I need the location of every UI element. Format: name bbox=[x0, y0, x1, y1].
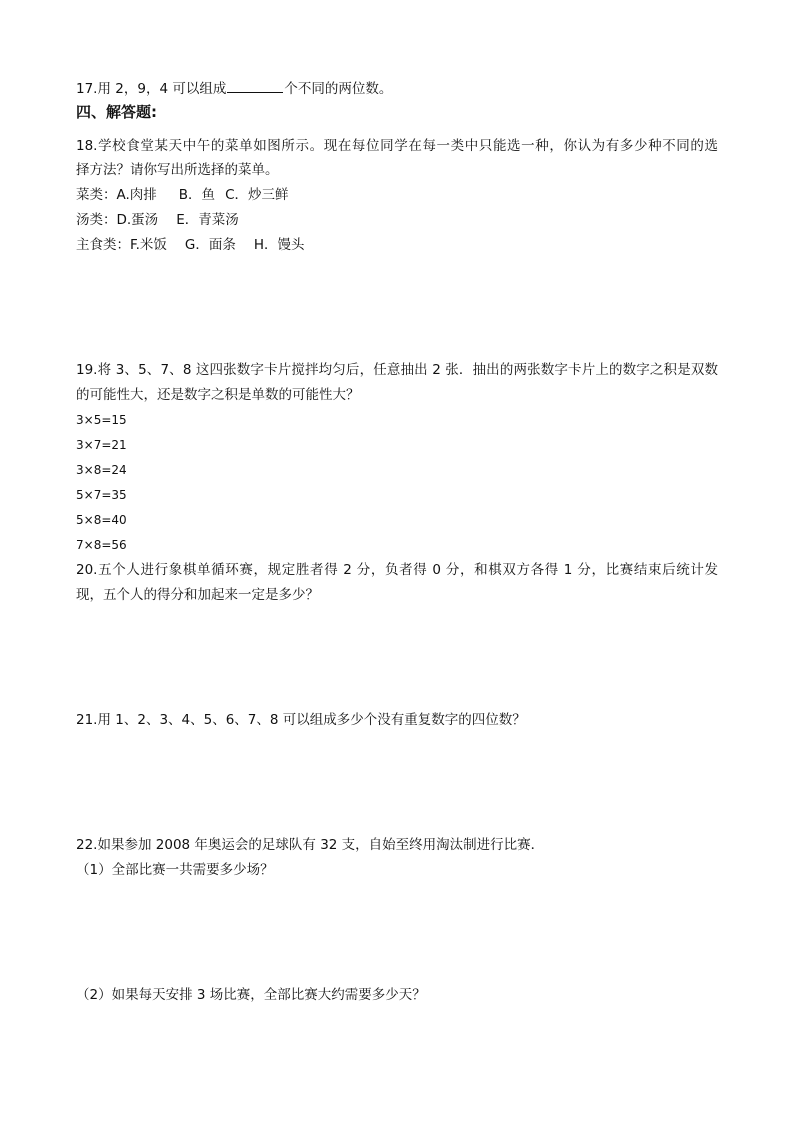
product-line: 5×7=35 bbox=[76, 488, 127, 502]
menu-item: E．青菜汤 bbox=[176, 212, 239, 228]
menu-item: C．炒三鲜 bbox=[225, 187, 289, 203]
menu-category-label: 主食类： bbox=[76, 237, 130, 253]
menu-item: G．面条 bbox=[184, 237, 236, 253]
menu-item: A.肉排 bbox=[116, 187, 157, 203]
menu-item: B．鱼 bbox=[178, 187, 216, 203]
menu-category-label: 菜类： bbox=[76, 187, 117, 203]
menu-soups bbox=[76, 210, 239, 230]
q22-part-1: （1）全部比赛一共需要多少场？ bbox=[76, 862, 274, 878]
question-21: 21.用 1、2、3、4、5、6、7、8 可以组成多少个没有重复数字的四位数？ bbox=[76, 712, 526, 728]
q20-line-1: 20.五个人进行象棋单循环赛，规定胜者得 2 分，负者得 0 分，和棋双方各得 1 分，比赛结束后统计发 bbox=[76, 562, 718, 578]
menu-dishes bbox=[76, 185, 289, 205]
product-line: 3×8=24 bbox=[76, 463, 127, 477]
section-heading: 四、解答题: bbox=[76, 103, 157, 121]
menu-staples bbox=[76, 235, 305, 255]
q22-part-2: （2）如果每天安排 3 场比赛，全部比赛大约需要多少天？ bbox=[76, 987, 426, 1003]
product-line: 3×7=21 bbox=[76, 438, 127, 452]
q18-line-2: 择方法？请你写出所选择的菜单。 bbox=[76, 162, 279, 178]
product-line: 5×8=40 bbox=[76, 513, 127, 527]
menu-item: H．馒头 bbox=[253, 237, 305, 253]
product-line: 7×8=56 bbox=[76, 538, 127, 552]
q19-line-1: 19.将 3、5、7、8 这四张数字卡片搅拌均匀后，任意抽出 2 张．抽出的两张数字卡片上的数字之积是双数 bbox=[76, 362, 718, 378]
menu-item: D.蛋汤 bbox=[116, 212, 159, 228]
product-line: 3×5=15 bbox=[76, 413, 127, 427]
menu-item: F.米饭 bbox=[130, 237, 167, 253]
q17-text-before: 17.用 2，9，4 可以组成 bbox=[76, 81, 227, 97]
q17-text-after: 个不同的两位数。 bbox=[284, 81, 393, 97]
q20-line-2: 现，五个人的得分和加起来一定是多少？ bbox=[76, 587, 319, 603]
answer-blank[interactable] bbox=[227, 78, 283, 93]
q18-line-1: 18.学校食堂某天中午的菜单如图所示。现在每位同学在每一类中只能选一种，你认为有多少种不同的选 bbox=[76, 138, 718, 154]
q22-intro: 22.如果参加 2008 年奥运会的足球队有 32 支，自始至终用淘汰制进行比赛． bbox=[76, 837, 545, 853]
menu-category-label: 汤类： bbox=[76, 212, 117, 228]
question-17 bbox=[76, 78, 392, 99]
q19-line-2: 的可能性大，还是数字之积是单数的可能性大？ bbox=[76, 387, 360, 403]
